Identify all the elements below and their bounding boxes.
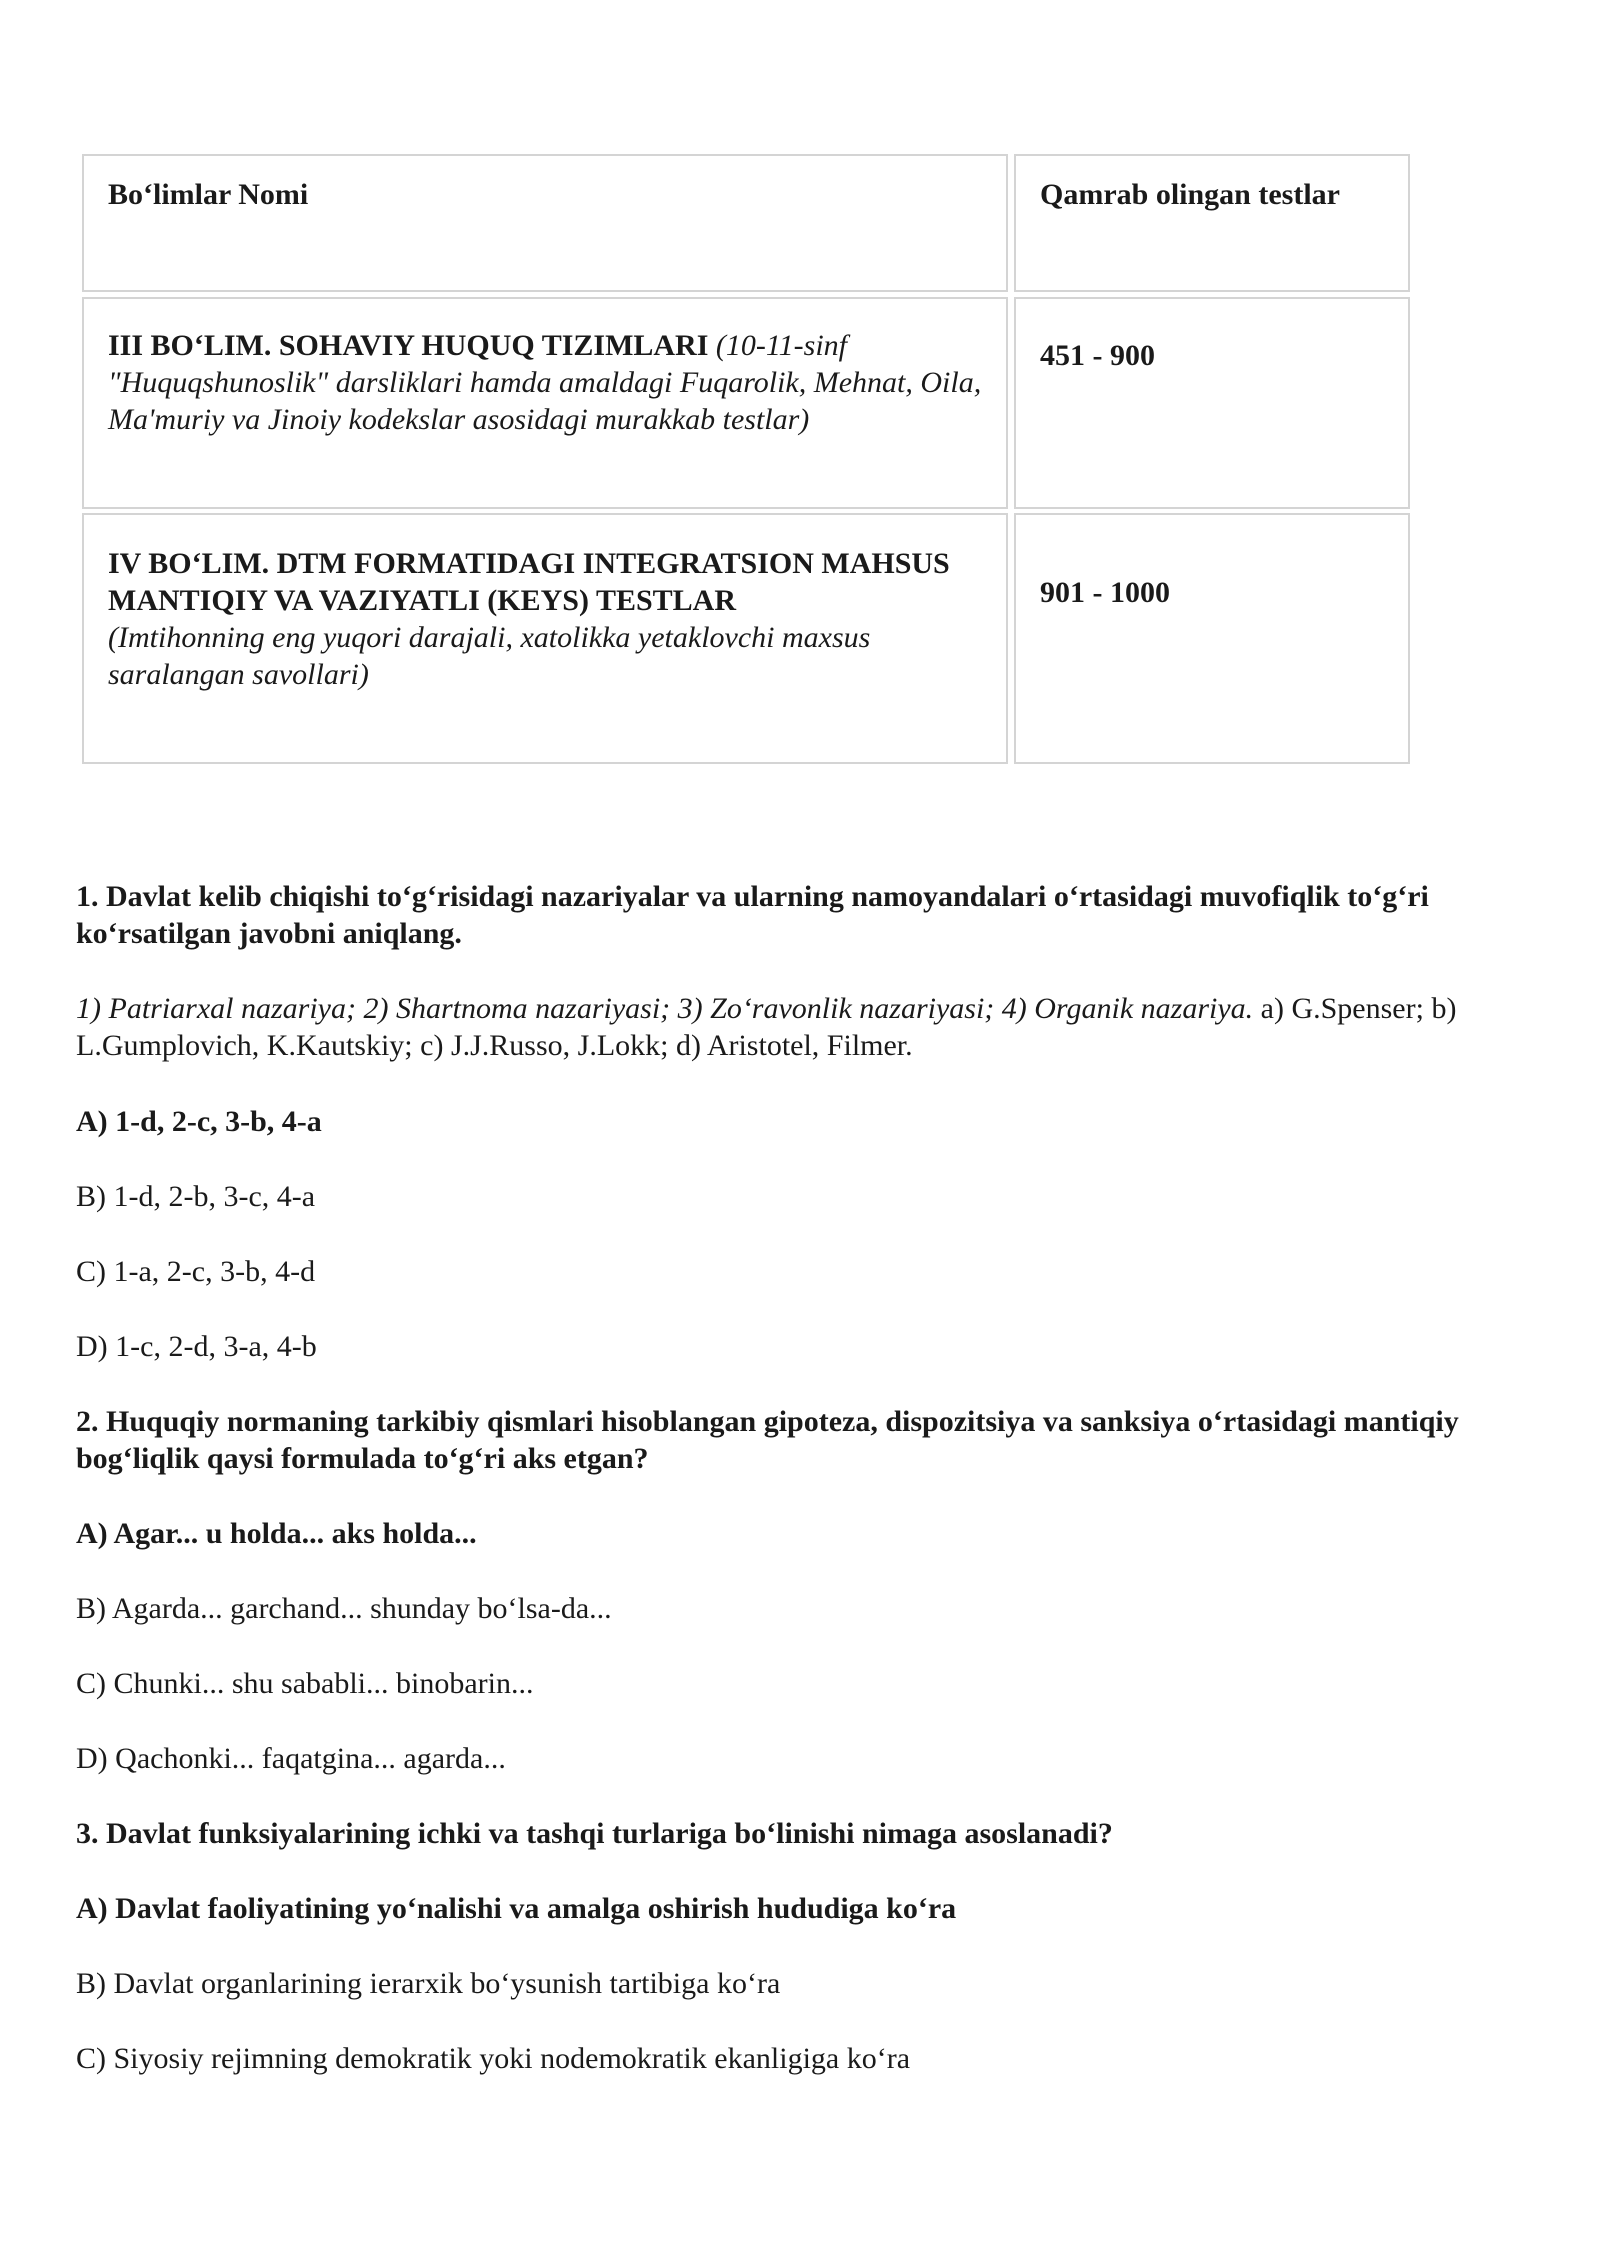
question-1-option-d: D) 1-c, 2-d, 3-a, 4-b [76, 1330, 317, 1363]
section-title: IV BO‘LIM. DTM FORMATIDAGI INTEGRATSION MAHSUS MANTIQIY VA VAZIYATLI (KEYS) TESTLAR [108, 547, 950, 617]
question-1-option-b: B) 1-d, 2-b, 3-c, 4-a [76, 1180, 316, 1213]
section-description: (10-11-sinf "Huquqshunoslik" darsliklari hamda amaldagi Fuqarolik, Mehnat, Oila, Ma'muriy va Jinoiy kodekslar asosidagi murakkab testlar) [108, 329, 982, 436]
question-2-option-b: B) Agarda... garchand... shunday bo‘lsa-da... [76, 1592, 612, 1625]
question-1-theories: 1) Patriarxal nazariya; 2) Shartnoma nazariyasi; 3) Zo‘ravonlik nazariyasi; 4) Organik nazariya. [76, 992, 1254, 1025]
table-header-sections [82, 154, 1008, 292]
question-2-option-c: C) Chunki... shu sababli... binobarin... [76, 1667, 534, 1700]
header-tests-label: Qamrab olingan testlar [1040, 178, 1340, 211]
range-value: 451 - 900 [1040, 338, 1155, 372]
table-range-section-4 [1014, 513, 1410, 764]
question-1-option-c: C) 1-a, 2-c, 3-b, 4-d [76, 1255, 316, 1288]
question-2-option-d: D) Qachonki... faqatgina... agarda... [76, 1742, 506, 1775]
question-3-option-b: B) Davlat organlarining ierarxik bo‘ysunish tartibiga ko‘ra [76, 1967, 781, 2000]
question-1: 1. Davlat kelib chiqishi to‘g‘risidagi nazariyalar va ularning namoyandalari o‘rtasidagi muvofiqlik to‘g‘ri ko‘rsatilgan javobni aniqlang. [76, 880, 1429, 950]
question-1-matching-items [76, 990, 1576, 1064]
section-title: III BO‘LIM. SOHAVIY HUQUQ TIZIMLARI [108, 329, 709, 362]
question-2-option-a: A) Agar... u holda... aks holda... [76, 1517, 477, 1550]
header-sections-label: Bo‘limlar Nomi [108, 178, 309, 211]
table-range-section-3 [1014, 297, 1410, 509]
table-row-section-3 [82, 297, 1008, 509]
question-3: 3. Davlat funksiyalarining ichki va tashqi turlariga bo‘linishi nimaga asoslanadi? [76, 1817, 1113, 1850]
question-2: 2. Huquqiy normaning tarkibiy qismlari hisoblangan gipoteza, dispozitsiya va sanksiya o‘rtasidagi mantiqiy bog‘liqlik qaysi formulada to‘g‘ri aks etgan? [76, 1405, 1459, 1475]
question-1-option-a: A) 1-d, 2-c, 3-b, 4-a [76, 1105, 322, 1138]
table-row-section-4 [82, 513, 1008, 764]
question-1-representatives: a) G.Spenser; b) L.Gumplovich, K.Kautskiy; c) J.J.Russo, J.Lokk; d) Aristotel, Filmer. [76, 992, 1457, 1062]
range-value: 901 - 1000 [1040, 576, 1170, 609]
table-header-tests [1014, 154, 1410, 292]
question-3-option-a: A) Davlat faoliyatining yo‘nalishi va amalga oshirish hududiga ko‘ra [76, 1892, 957, 1925]
question-3-option-c: C) Siyosiy rejimning demokratik yoki nodemokratik ekanligiga ko‘ra [76, 2042, 911, 2075]
section-description: (Imtihonning eng yuqori darajali, xatolikka yetaklovchi maxsus saralangan savollari) [108, 621, 871, 691]
